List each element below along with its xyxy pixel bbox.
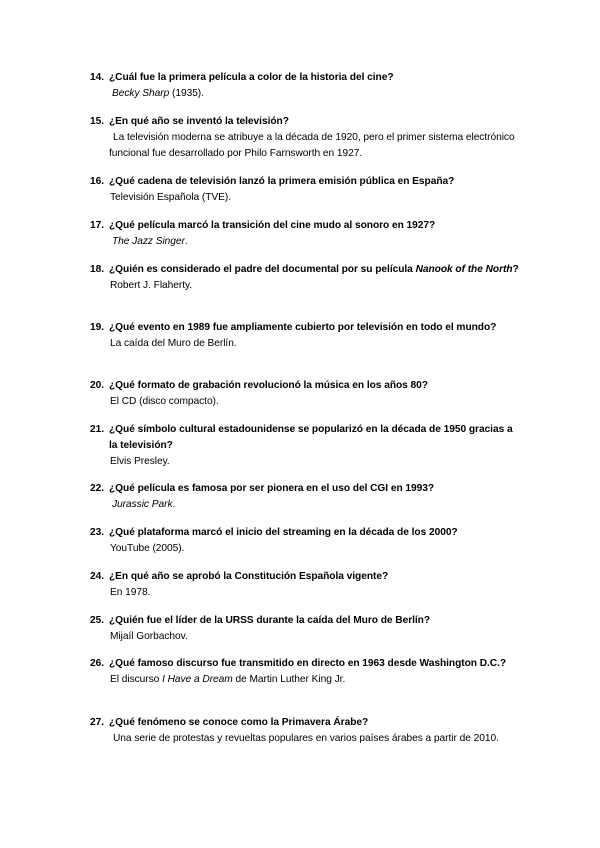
answer-text: (1935). <box>169 88 204 99</box>
question-text: ¿Qué símbolo cultural estadounidense se popularizó en la década de 1950 gracias a la televisión? <box>109 424 513 451</box>
qa-item-24 <box>90 569 520 601</box>
answer: El CD (disco compacto). <box>110 396 219 407</box>
qa-item-20 <box>90 378 520 410</box>
answer-italic: Jurassic Park <box>112 499 173 510</box>
question-text: ¿Quién es considerado el padre del documental por su película <box>109 264 416 275</box>
question-number: 14. <box>90 72 105 83</box>
answer-text: . <box>184 236 188 247</box>
answer: La caída del Muro de Berlín. <box>110 338 237 349</box>
question-number: 26. <box>90 658 105 669</box>
question-number: 25. <box>90 615 105 626</box>
answer-text: de Martin Luther King Jr. <box>232 674 346 685</box>
qa-item-14 <box>90 70 520 102</box>
question-text: ¿Quién fue el líder de la URSS durante la caída del Muro de Berlín? <box>109 615 431 626</box>
qa-item-18 <box>90 262 520 294</box>
answer: Robert J. Flaherty. <box>110 280 193 291</box>
question <box>90 422 520 454</box>
question <box>90 320 520 336</box>
question-number: 27. <box>90 717 105 728</box>
question-number: 15. <box>90 116 105 127</box>
question-text: ¿Qué evento en 1989 fue ampliamente cubierto por televisión en todo el mundo? <box>109 322 497 333</box>
answer: Una serie de protestas y revueltas populares en varios países árabes a partir de 2010. <box>113 733 499 744</box>
answer <box>90 234 520 250</box>
question <box>90 656 520 672</box>
question-number: 23. <box>90 527 105 538</box>
question-number: 19. <box>90 322 105 333</box>
question-number: 21. <box>90 424 105 435</box>
question <box>90 715 520 731</box>
answer: YouTube (2005). <box>110 543 185 554</box>
qa-item-19 <box>90 320 520 352</box>
question-text: ¿En qué año se aprobó la Constitución Española vigente? <box>109 571 389 582</box>
qa-item-22 <box>90 481 520 513</box>
qa-item-25 <box>90 613 520 645</box>
qa-item-27 <box>90 715 520 747</box>
question-text: ¿Cuál fue la primera película a color de la historia del cine? <box>109 72 394 83</box>
question-text: ¿En qué año se inventó la televisión? <box>109 116 289 127</box>
qa-item-17 <box>90 218 520 250</box>
question-number: 18. <box>90 264 105 275</box>
question <box>90 525 520 541</box>
question-number: 24. <box>90 571 105 582</box>
answer <box>90 86 520 102</box>
answer-italic: I Have a Dream <box>162 674 233 685</box>
question-text: ¿Qué película es famosa por ser pionera en el uso del CGI en 1993? <box>109 483 435 494</box>
qa-item-15 <box>90 114 520 162</box>
answer <box>90 497 520 513</box>
question <box>90 481 520 497</box>
answer: Elvis Presley. <box>110 456 170 467</box>
question-number: 16. <box>90 176 105 187</box>
question <box>90 70 520 86</box>
question <box>90 569 520 585</box>
question-text: ¿Qué plataforma marcó el inicio del streaming en la década de los 2000? <box>109 527 458 538</box>
question-text: ¿Qué formato de grabación revolucionó la música en los años 80? <box>109 380 428 391</box>
answer: La televisión moderna se atribuye a la década de 1920, pero el primer sistema electrónico funcional fue desarrollado por Philo Farnsworth en 1927. <box>109 132 515 159</box>
qa-item-26 <box>90 656 520 688</box>
answer-text-pre: El discurso <box>110 674 163 685</box>
answer: Televisión Española (TVE). <box>110 192 232 203</box>
question-number: 17. <box>90 220 105 231</box>
answer-italic: Becky Sharp <box>112 88 170 99</box>
answer <box>90 672 520 688</box>
question <box>90 174 520 190</box>
question-text: ¿Qué película marcó la transición del cine mudo al sonoro en 1927? <box>109 220 436 231</box>
question <box>90 114 520 130</box>
question-number: 22. <box>90 483 105 494</box>
qa-item-16 <box>90 174 520 206</box>
question-text: ¿Qué cadena de televisión lanzó la primera emisión pública en España? <box>109 176 455 187</box>
question <box>90 262 520 278</box>
answer: Mijaíl Gorbachov. <box>110 631 188 642</box>
answer: En 1978. <box>110 587 151 598</box>
question-italic: Nanook of the North <box>415 264 513 275</box>
question-text: ¿Qué fenómeno se conoce como la Primavera Árabe? <box>109 717 369 728</box>
qa-item-23 <box>90 525 520 557</box>
answer-text: . <box>172 499 176 510</box>
question-text: ¿Qué famoso discurso fue transmitido en directo en 1963 desde Washington D.C.? <box>109 658 507 669</box>
question-number: 20. <box>90 380 105 391</box>
answer-italic: The Jazz Singer <box>112 236 185 247</box>
question <box>90 218 520 234</box>
qa-item-21 <box>90 422 520 470</box>
question-end: ? <box>512 264 519 275</box>
question <box>90 613 520 629</box>
question <box>90 378 520 394</box>
